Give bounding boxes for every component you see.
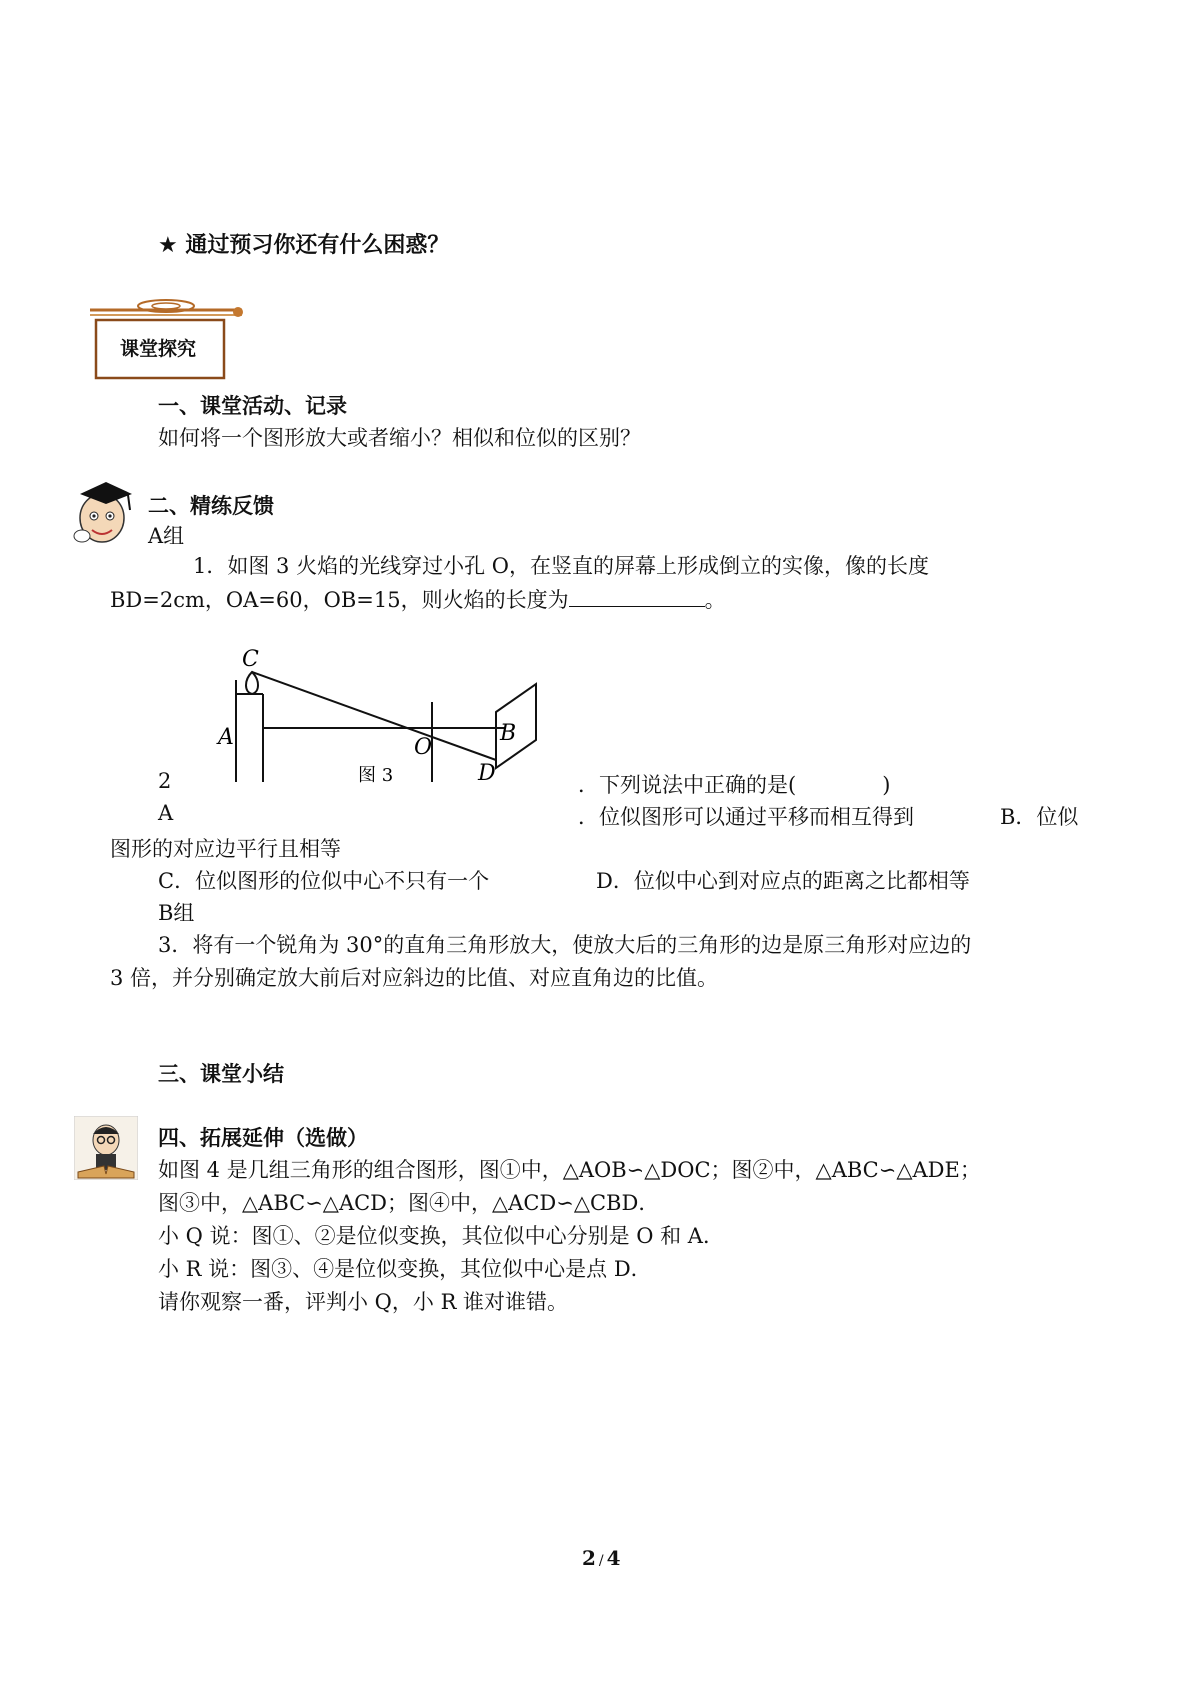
page-separator: / (598, 1553, 604, 1569)
question-2-close: ) (882, 773, 891, 797)
figure-3-diagram (200, 640, 560, 790)
option-c: C．位似图形的位似中心不只有一个 (158, 869, 490, 893)
question-2-text: ．下列说法中正确的是( (578, 773, 797, 797)
section-3-title: 三、课堂小结 (158, 1062, 284, 1086)
option-a-text: ．位似图形可以通过平移而相互得到 (578, 805, 914, 829)
label-B: B (500, 721, 517, 746)
answer-blank (569, 586, 705, 607)
page-total: 4 (606, 1546, 621, 1570)
question-1-text: BD=2cm，OA=60，OB=15，则火焰的长度为 (110, 588, 569, 612)
section-1-text: 如何将一个图形放大或者缩小？相似和位似的区别？ (158, 426, 641, 450)
page-current: 2 (582, 1546, 596, 1570)
section-banner (86, 296, 246, 382)
question-3-line-1: 3．将有一个锐角为 30°的直角三角形放大，使放大后的三角形的边是原三角形对应边的 (158, 933, 972, 957)
question-1-end: 。 (704, 588, 726, 612)
label-O: O (414, 735, 433, 760)
section-4-line-1: 如图 4 是几组三角形的组合图形，图①中，△AOB∽△DOC；图②中，△ABC∽△ADE； (158, 1158, 981, 1182)
section-4-title: 四、拓展延伸（选做） (158, 1126, 368, 1150)
ray-C-D (252, 672, 496, 760)
section-banner-label: 课堂探究 (120, 338, 197, 360)
question-2-stem (578, 769, 890, 799)
option-d: D．位似中心到对应点的距离之比都相等 (596, 869, 970, 893)
page-number (582, 1546, 621, 1570)
question-1-line-2 (110, 584, 726, 614)
question-3-line-2: 3 倍，并分别确定放大前后对应斜边的比值、对应直角边的比值。 (110, 966, 719, 990)
question-1-line-1: 1．如图 3 火焰的光线穿过小孔 O，在竖直的屏幕上形成倒立的实像，像的长度 (193, 554, 929, 578)
group-b-label: B组 (158, 901, 195, 925)
label-A: A (218, 725, 234, 750)
flame-icon (246, 672, 258, 694)
option-b-start: B．位似 (1000, 805, 1079, 829)
reading-teacher-icon (74, 1116, 138, 1180)
section-1-title: 一、课堂活动、记录 (158, 394, 347, 418)
section-4-line-3: 小 Q 说：图①、②是位似变换，其位似中心分别是 O 和 A． (158, 1224, 724, 1248)
group-a-label: A组 (148, 524, 185, 548)
label-C: C (242, 647, 259, 672)
option-a-letter: A (158, 801, 174, 825)
label-D: D (478, 761, 496, 786)
question-2-number: 2 (158, 769, 172, 793)
section-4-line-4: 小 R 说：图③、④是位似变换，其位似中心是点 D． (158, 1257, 652, 1281)
scholar-mascot-icon (70, 478, 140, 548)
section-4-line-5: 请你观察一番，评判小 Q，小 R 谁对谁错。 (158, 1290, 569, 1314)
figure-3-caption: 图 3 (358, 765, 394, 786)
section-2-title: 二、精练反馈 (148, 494, 274, 518)
section-4-line-2: 图③中，△ABC∽△ACD；图④中，△ACD∽△CBD． (158, 1191, 660, 1215)
option-b-continued: 图形的对应边平行且相等 (110, 837, 341, 861)
preview-question: ★ 通过预习你还有什么困惑？ (158, 233, 450, 258)
